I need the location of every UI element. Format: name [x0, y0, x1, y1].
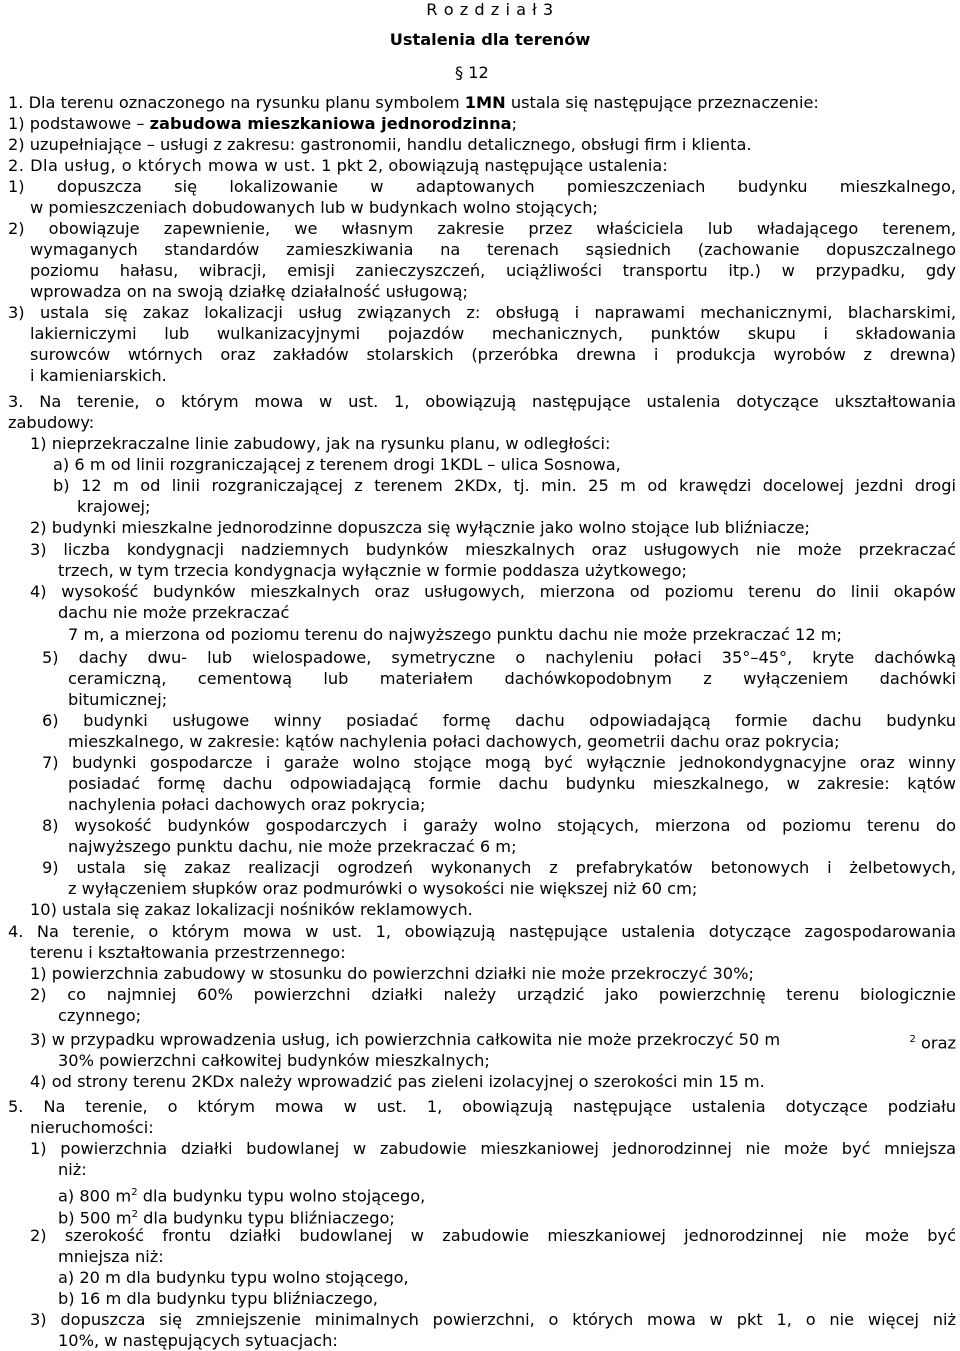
- p3-intro-line-1: 3. Na terenie, o którym mowa w ust. 1, obowiązują następujące ustalenia dotyczące ukształtowania: [8, 392, 956, 411]
- p5-item-2b: b) 16 m dla budynku typu bliźniaczego,: [58, 1289, 378, 1308]
- p3-item-3-line-2: trzech, w tym trzecia kondygnacja wyłącznie w formie poddasza użytkowego;: [58, 561, 687, 580]
- p3-item-2: 2) budynki mieszkalne jednorodzinne dopuszcza się wyłącznie jako wolno stojące lub bliźniacze;: [30, 518, 810, 537]
- p3-item-6-line-1: 6) budynki usługowe winny posiadać formę dachu odpowiadającą formie dachu budynku: [42, 711, 956, 730]
- p3-item-1b-line-2: krajowej;: [77, 497, 151, 516]
- p4-item-2-line-2: czynnego;: [58, 1006, 142, 1025]
- p3-item-8-line-2: najwyższego punktu dachu, nie może przekraczać 6 m;: [68, 837, 517, 856]
- p2-item-1-line-1: 1) dopuszcza się lokalizowanie w adaptowanych pomieszczeniach budynku mieszkalnego,: [8, 177, 956, 196]
- p2-item-2-line-4: wprowadza on na swoją działkę działalność usługową;: [30, 282, 468, 301]
- chapter-heading: R o z d z i a ł 3: [426, 0, 554, 19]
- p3-intro-line-2: zabudowy:: [8, 413, 95, 432]
- p5-item-3-line-1: 3) dopuszcza się zmniejszenie minimalnych powierzchni, o których mowa w pkt 1, o nie więcej niż: [30, 1310, 956, 1329]
- p3-item-1b-line-1: b) 12 m od linii rozgraniczającej z terenem 2KDx, tj. min. 25 m od krawędzi docelowej jezdni drogi: [53, 476, 956, 495]
- p4-item-3-line-1: 3) w przypadku wprowadzenia usług, ich powierzchnia całkowita nie może przekroczyć 50 m $^2$ oraz: [30, 1030, 956, 1053]
- p5-intro-line-2: nieruchomości:: [30, 1118, 154, 1137]
- p3-item-5-line-3: bitumicznej;: [68, 690, 168, 709]
- p3-item-9-line-2: z wyłączeniem słupków oraz podmurówki o wysokości nie większej niż 60 cm;: [68, 879, 698, 898]
- p3-item-10: 10) ustala się zakaz lokalizacji nośników reklamowych.: [30, 900, 473, 919]
- p4-item-1: 1) powierzchnia zabudowy w stosunku do powierzchni działki nie może przekroczyć 30%;: [30, 964, 754, 983]
- p3-item-7-line-1: 7) budynki gospodarcze i garaże wolno stojące mogą być wyłącznie jednokondygnacyjne oraz winny: [42, 753, 956, 772]
- p5-item-1-line-1: 1) powierzchnia działki budowlanej w zabudowie mieszkaniowej jednorodzinnej nie może być mniejsza: [30, 1139, 956, 1158]
- p5-item-2-line-2: mniejsza niż:: [58, 1247, 164, 1266]
- p2-intro: 2. Dla usług, o których mowa w ust. 1 pkt 2, obowiązują następujące ustalenia:: [8, 156, 668, 175]
- chapter-title: Ustalenia dla terenów: [389, 30, 591, 49]
- p2-item-3-line-2: lakierniczymi lub wulkanizacyjnymi pojazdów mechanicznych, punktów skupu i składowania: [30, 324, 956, 343]
- p5-item-2-line-1: 2) szerokość frontu działki budowlanej w zabudowie mieszkaniowej jednorodzinnej nie może być: [30, 1226, 956, 1245]
- p2-item-3-line-4: i kamieniarskich.: [30, 366, 167, 385]
- p3-item-4-line-1: 4) wysokość budynków mieszkalnych oraz usługowych, mierzona od poziomu terenu do linii okapów: [30, 582, 956, 601]
- p2-item-3-line-1: 3) ustala się zakaz lokalizacji usług związanych z: obsługą i naprawami mechanicznymi, blacharskimi,: [8, 303, 956, 322]
- p5-item-1b: b) 500 $m^2$ dla budynku typu bliźniaczego;: [58, 1208, 395, 1228]
- p3-item-7-line-2: posiadać formę dachu odpowiadającą formie dachu budynku mieszkalnego, w zakresie: kątów: [68, 774, 956, 793]
- p2-item-2-line-1: 2) obowiązuje zapewnienie, we własnym zakresie przez właściciela lub władającego terenem,: [8, 219, 956, 238]
- p3-item-5-line-2: ceramiczną, cementową lub materiałem dachówkopodobnym z wyłączeniem dachówki: [68, 669, 956, 688]
- p5-item-1-line-2: niż:: [58, 1160, 87, 1179]
- p3-item-1: 1) nieprzekraczalne linie zabudowy, jak na rysunku planu, w odległości:: [30, 434, 611, 453]
- p1-intro: 1. Dla terenu oznaczonego na rysunku planu symbolem 1MN ustala się następujące przeznaczenie:: [8, 93, 819, 112]
- p1-item-2: 2) uzupełniające – usługi z zakresu: gastronomii, handlu detalicznego, obsługi firm i klienta.: [8, 135, 752, 154]
- p5-item-2a: a) 20 m dla budynku typu wolno stojącego,: [58, 1268, 409, 1287]
- p2-item-2-line-2: wymaganych standardów zamieszkiwania na terenach sąsiednich (zachowanie dopuszczalnego: [30, 240, 956, 259]
- p2-item-3-line-3: surowców wtórnych oraz zakładów stolarskich (przeróbka drewna i produkcja wyrobów z drewna): [30, 345, 956, 364]
- p5-item-1a: a) 800 $m^2$ dla budynku typu wolno stojącego,: [58, 1186, 426, 1206]
- p3-item-5-line-1: 5) dachy dwu- lub wielospadowe, symetryczne o nachyleniu połaci 35°–45°, kryte dachówką: [42, 648, 956, 667]
- p4-item-2-line-1: 2) co najmniej 60% powierzchni działki należy urządzić jako powierzchnię terenu biologicznie: [30, 985, 956, 1004]
- p2-item-1-line-2: w pomieszczeniach dobudowanych lub w budynkach wolno stojących;: [30, 198, 598, 217]
- p3-item-7-line-3: nachylenia połaci dachowych oraz pokrycia;: [68, 795, 426, 814]
- p4-intro-line-1: 4. Na terenie, o którym mowa w ust. 1, obowiązują następujące ustalenia dotyczące zagospodarowania: [8, 922, 956, 941]
- p3-item-4-line-3: 7 m, a mierzona od poziomu terenu do najwyższego punktu dachu nie może przekraczać 12 m;: [68, 625, 842, 644]
- p3-item-8-line-1: 8) wysokość budynków gospodarczych i garaży wolno stojących, mierzona od poziomu terenu do: [42, 816, 956, 835]
- p2-item-2-line-3: poziomu hałasu, wibracji, emisji zanieczyszczeń, uciążliwości transportu itp.) w przypadku, gdy: [30, 261, 956, 280]
- section-number: § 12: [455, 63, 489, 82]
- p3-item-9-line-1: 9) ustala się zakaz realizacji ogrodzeń wykonanych z prefabrykatów betonowych i żelbetowych,: [42, 858, 956, 877]
- p3-item-4-line-2: dachu nie może przekraczać: [58, 603, 290, 622]
- p4-item-4: 4) od strony terenu 2KDx należy wprowadzić pas zieleni izolacyjnej o szerokości min 15 m.: [30, 1072, 765, 1091]
- p3-item-1a: a) 6 m od linii rozgraniczającej z terenem drogi 1KDL – ulica Sosnowa,: [53, 455, 621, 474]
- zone-symbol: 1MN: [464, 93, 506, 112]
- p5-intro-line-1: 5. Na terenie, o którym mowa w ust. 1, obowiązują następujące ustalenia dotyczące podziału: [8, 1097, 956, 1116]
- p5-item-3-line-2: 10%, w następujących sytuacjach:: [58, 1331, 338, 1350]
- p1-item-1: 1) podstawowe – zabudowa mieszkaniowa jednorodzinna;: [8, 114, 518, 133]
- p4-intro-line-2: terenu i kształtowania przestrzennego:: [30, 943, 346, 962]
- p3-item-6-line-2: mieszkalnego, w zakresie: kątów nachylenia połaci dachowych, geometrii dachu oraz pokrycia;: [68, 732, 840, 751]
- p3-item-3-line-1: 3) liczba kondygnacji nadziemnych budynków mieszkalnych oraz usługowych nie może przekraczać: [30, 540, 956, 559]
- p4-item-3-line-2: 30% powierzchni całkowitej budynków mieszkalnych;: [58, 1051, 490, 1070]
